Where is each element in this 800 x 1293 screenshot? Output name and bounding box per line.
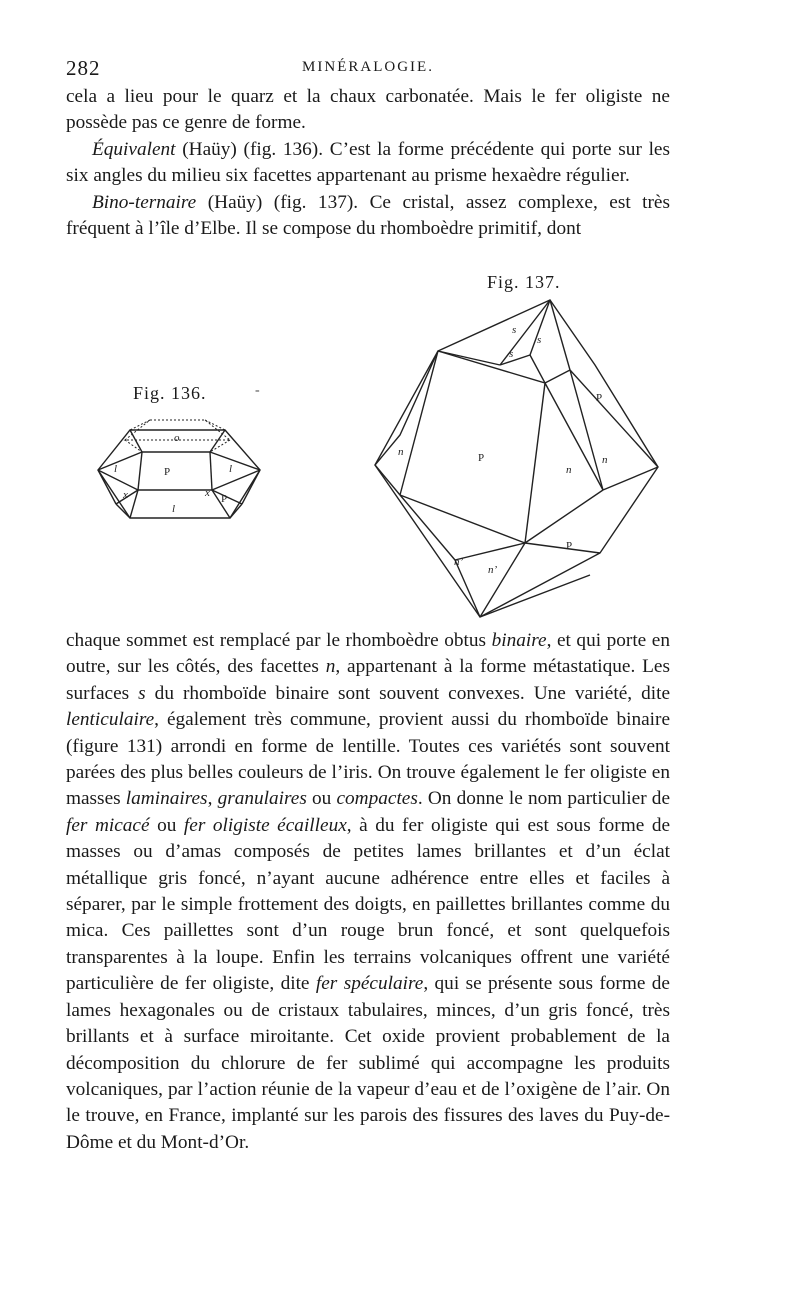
fig137-label-s-top: s xyxy=(512,324,517,336)
term-lenticulaire: lenticulaire xyxy=(66,709,155,731)
fig136-label-l-right: l xyxy=(229,463,233,475)
paragraph-equivalent xyxy=(66,137,670,190)
fig137-label-n-left: n xyxy=(398,446,404,458)
fig136-label-x-right: x xyxy=(205,487,210,499)
fig136-label-p-center: P xyxy=(164,466,171,478)
fig137-label-n-bottom: n’ xyxy=(488,564,498,576)
text-run: chaque sommet est remplacé par le rhomboèdre obtus xyxy=(66,630,492,651)
text-run: , xyxy=(207,788,218,810)
text-run: , également très commune, provient aussi du rhomboïde binaire (figure 131) arrondi en forme de lentille. Toutes ces variétés sont souvent parées des plus belles couleurs de l’iris. On trouve également le fer oligiste en masses xyxy=(66,709,670,810)
fig137-label-p-lower: P xyxy=(566,540,573,552)
term-n: n xyxy=(325,656,336,678)
figure-136-crystal xyxy=(90,410,270,530)
fig137-label-n-center: n xyxy=(566,464,572,476)
fig136-label-x-left: x xyxy=(123,489,128,501)
fig137-label-p-center: P xyxy=(478,452,485,464)
fig137-label-s-mid: s xyxy=(509,348,514,360)
fig136-label-p-right: P xyxy=(221,493,228,505)
text-block-bottom xyxy=(66,628,670,1156)
print-speck: - xyxy=(255,383,260,398)
running-title: MINÉRALOGIE. xyxy=(302,59,434,75)
paragraph-bino-ternaire xyxy=(66,190,670,243)
text-run: du rhomboïde binaire sont souvent convexes. Une variété, dite xyxy=(145,682,670,704)
text-run: , appartenant à la forme métastatique. Les surfaces xyxy=(66,656,670,704)
text-run: . On donne le nom particulier de xyxy=(417,788,671,810)
fig137-label-n-right: n xyxy=(602,454,608,466)
term-binaire: binaire xyxy=(491,630,547,651)
fig137-label-p-right: P xyxy=(596,392,603,404)
term-granulaires: granulaires xyxy=(217,788,307,810)
term-compactes: compactes xyxy=(336,788,418,810)
text-block-top xyxy=(66,84,670,242)
page-number: 282 xyxy=(66,56,101,80)
text-run: ou xyxy=(149,814,184,836)
term-s: s xyxy=(138,682,146,704)
text-run: ou xyxy=(306,788,337,810)
figure-137-caption: Fig. 137. xyxy=(487,272,561,292)
term-equivalent: Équivalent xyxy=(92,138,176,160)
paragraph-equivalent-text: (Haüy) (fig. 136). C’est la forme précédente qui porte sur les six angles du milieu six facettes appartenant au prisme hexaèdre régulier. xyxy=(66,138,670,187)
paragraph-intro: cela a lieu pour le quarz et la chaux carbonatée. Mais le fer oligiste ne possède pas ce genre de forme. xyxy=(66,86,670,134)
term-laminaires: laminaires xyxy=(125,788,208,810)
fig136-label-l-left: l xyxy=(114,463,118,475)
figure-137-crystal xyxy=(360,295,670,625)
term-bino-ternaire: Bino-ternaire xyxy=(92,191,197,213)
term-fer-micace: fer micacé xyxy=(66,814,150,836)
fig136-label-l-bottom: l xyxy=(172,503,176,515)
text-run: , et qui porte en outre, sur les côtés, des facettes xyxy=(66,630,670,678)
paragraph-bino-ternaire-text: (Haüy) (fig. 137). Ce cristal, assez complexe, est très fréquent à l’île d’Elbe. Il se compose du rhomboèdre primitif, dont xyxy=(66,191,670,240)
fig136-label-o: o xyxy=(174,432,180,444)
term-fer-oligiste-ecailleux: fer oligiste écailleux xyxy=(183,814,347,836)
fig137-label-s-right: s xyxy=(537,334,542,346)
text-run: , à du fer oligiste qui est sous forme de masses ou d’amas composés de petites lames brillantes et d’un éclat métallique gris foncé, n’ayant aucune adhérence entre elles et faciles à séparer, par le simple frottement des doigts, en paillettes brillantes comme du mica. Ces paillettes sont d’un rouge brun foncé, et sont quelquefois transparentes à la loupe. Enfin les terrains volcaniques offrent une variété particulière de fer oligiste, dite xyxy=(66,814,671,995)
paragraph-main xyxy=(66,628,670,1156)
fig137-label-n-bottom-left: n’ xyxy=(454,556,464,568)
page-header xyxy=(66,56,670,86)
figure-136-caption: Fig. 136. xyxy=(133,383,207,403)
text-run: , qui se présente sous forme de lames hexagonales ou de cristaux tabulaires, minces, d’un gris foncé, très brillants et à surface miroitante. Cet oxide provient probablement de la décomposition du chlorure de fer sublimé qui accompagne les produits volcaniques, par l’action réunie de la vapeur d’eau et de l’oxigène de l’air. On le trouve, en France, implanté sur les parois des fissures des laves du Puy-de-Dôme et du Mont-d’Or. xyxy=(66,973,670,1153)
term-fer-speculaire: fer spéculaire xyxy=(315,973,424,995)
